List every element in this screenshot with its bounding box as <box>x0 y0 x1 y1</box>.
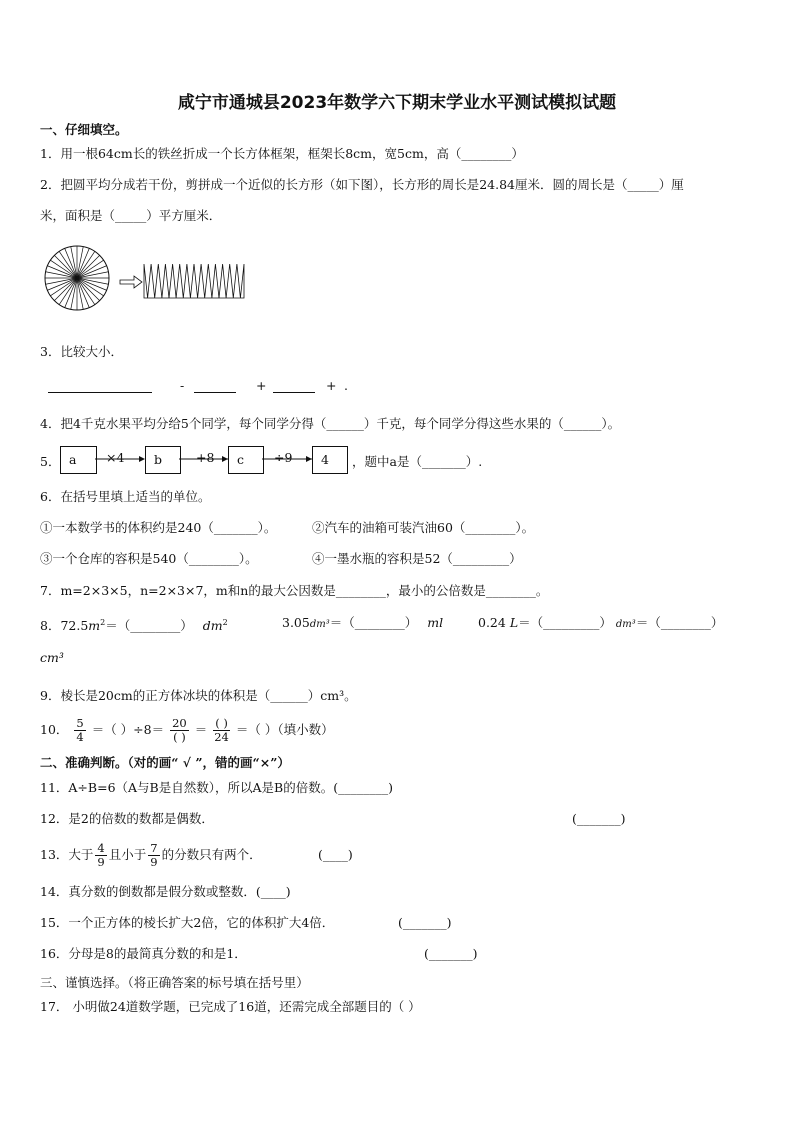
question-8-part-2: 3.05dm³＝（________） ml <box>282 615 444 630</box>
arrow-icon <box>120 276 142 288</box>
question-8-unit-cm3: cm³ <box>40 650 64 665</box>
question-17: 17． 小明做24道数学题，已完成了16道，还需完成全部题目的（ ） <box>40 999 421 1014</box>
section-1-heading: 一、仔细填空。 <box>40 122 128 137</box>
question-8-part-3: 0.24 L＝（_________） dm³＝（________） <box>478 615 724 630</box>
question-15: 15．一个正方体的棱长扩大2倍，它的体积扩大4倍． <box>40 915 335 930</box>
answer-line <box>48 392 152 393</box>
fraction: $\frac{4}{9}$ <box>97 841 105 869</box>
question-16: 16．分母是8的最简真分数的和是1． <box>40 946 247 961</box>
question-2-line-1: 2．把圆平均分成若干份，剪拼成一个近似的长方形（如下图），长方形的周长是24.84厘米．圆的周长是（_____）厘 <box>40 177 684 192</box>
question-15-blank: (_______) <box>398 915 452 930</box>
compare-sign-1: - <box>180 378 185 393</box>
question-10: 10． $\frac{5}{4}$ ＝（ ）÷8＝ $\frac{20}{( )}$ ＝ $\frac{( )}{24}$ ＝（ ）（填小数） <box>40 716 334 744</box>
question-6-item-2: ②汽车的油箱可装汽油60（________）。 <box>312 520 535 535</box>
divided-circle-icon <box>45 246 109 310</box>
flow-op-1: ×4 <box>106 450 125 465</box>
fraction: $\frac{20}{( )}$ <box>172 716 187 744</box>
fraction: $\frac{5}{4}$ <box>76 716 84 744</box>
circle-to-rectangle-figure <box>44 240 254 320</box>
question-9: 9．棱长是20cm的正方体冰块的体积是（______）cm³。 <box>40 688 357 703</box>
section-2-heading: 二、准确判断。（对的画“ √ ”，错的画“×”） <box>40 755 290 770</box>
question-12-blank: (_______) <box>572 811 626 826</box>
approx-rectangle-icon <box>144 264 244 298</box>
question-11: 11．A÷B=6（A与B是自然数），所以A是B的倍数。(________) <box>40 780 393 795</box>
question-6: 6．在括号里填上适当的单位。 <box>40 489 211 504</box>
flow-box-c: c <box>228 446 264 474</box>
compare-sign-4: . <box>344 378 348 393</box>
question-13: 13．大于 $\frac{4}{9}$ 且小于 $\frac{7}{9}$ 的分数只有两个． <box>40 841 262 869</box>
flow-op-2: +8 <box>196 450 215 465</box>
page-title: 咸宁市通城县2023年数学六下期末学业水平测试模拟试题 <box>177 93 617 113</box>
section-3-heading: 三、谨慎选择。（将正确答案的标号填在括号里） <box>40 975 309 990</box>
question-6-item-1: ①一本数学书的体积约是240（_______）。 <box>40 520 277 535</box>
question-5-tail: ，题中a是（_______）. <box>352 454 483 469</box>
flow-op-3: ÷9 <box>274 450 293 465</box>
question-5-number: 5． <box>40 454 61 469</box>
answer-line <box>194 392 236 393</box>
question-13-blank: (____) <box>318 847 353 862</box>
question-8: 8．$72.5m^2=(\_\_\_\_\_\_\_\_)$ $dm^2$ <box>40 618 228 634</box>
fraction: $\frac{7}{9}$ <box>150 841 158 869</box>
compare-sign-2: + <box>256 378 267 393</box>
question-1: 1．用一根64cm长的铁丝折成一个长方体框架，框架长8cm，宽5cm，高（________） <box>40 146 524 161</box>
question-14: 14．真分数的倒数都是假分数或整数．(____) <box>40 884 291 899</box>
flow-box-result: 4 <box>312 446 348 474</box>
fraction: $\frac{( )}{24}$ <box>214 716 229 744</box>
compare-sign-3: + <box>326 378 337 393</box>
question-12: 12．是2的倍数的数都是偶数． <box>40 811 214 826</box>
flow-box-b: b <box>145 446 181 474</box>
question-6-item-3: ③一个仓库的容积是540（________）。 <box>40 551 258 566</box>
question-16-blank: (_______) <box>424 946 478 961</box>
question-4: 4．把4千克水果平均分给5个同学，每个同学分得（______）千克，每个同学分得这些水果的（______）。 <box>40 416 621 431</box>
question-7: 7．m=2×3×5，n=2×3×7，m和n的最大公因数是________，最小的公倍数是________。 <box>40 583 549 598</box>
answer-line <box>273 392 315 393</box>
question-3: 3．比较大小． <box>40 344 123 359</box>
flow-box-a: a <box>60 446 97 474</box>
question-2-line-2: 米，面积是（_____）平方厘米． <box>40 208 222 223</box>
question-6-item-4: ④一墨水瓶的容积是52（_________） <box>312 551 522 566</box>
